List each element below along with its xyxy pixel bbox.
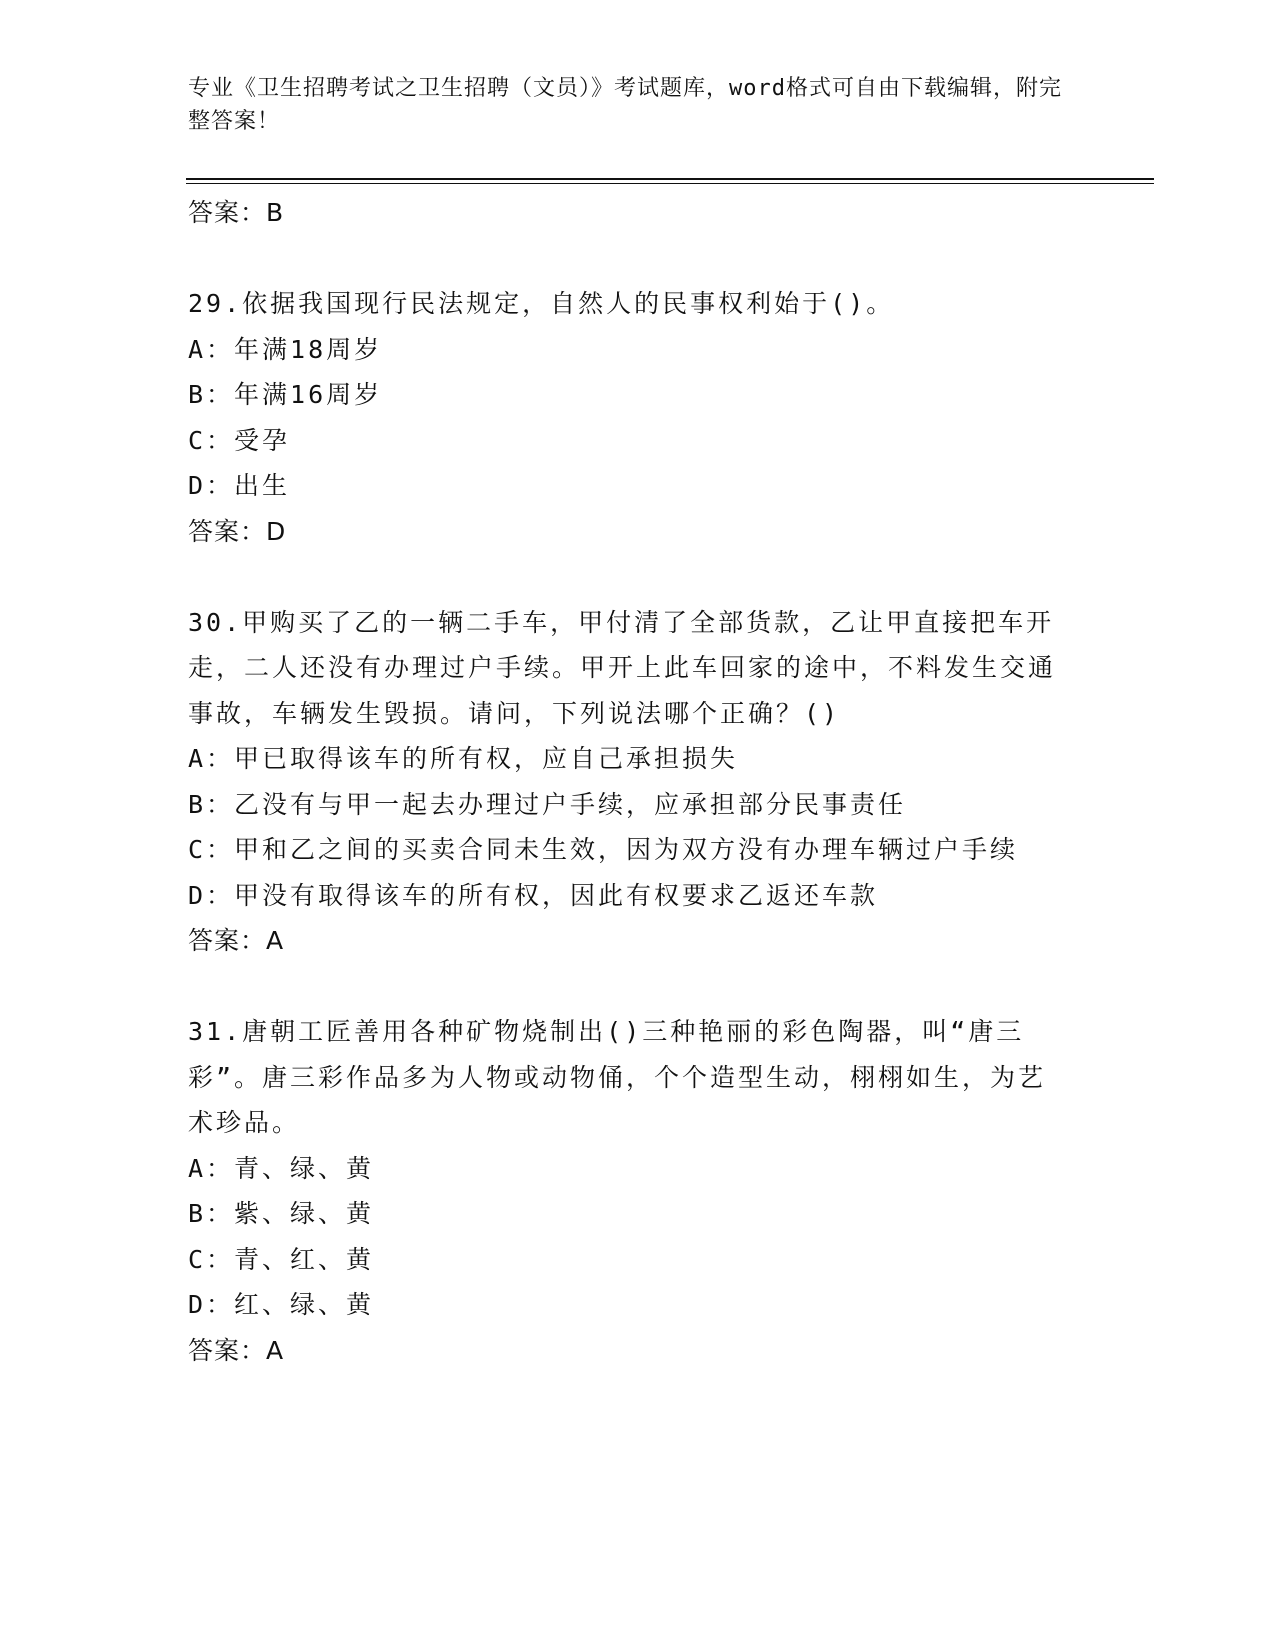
question-stem: 31.唐朝工匠善用各种矿物烧制出()三种艳丽的彩色陶器，叫“唐三彩”。唐三彩作品多为人物或动物俑，个个造型生动，栩栩如生，为艺术珍品。 <box>188 1017 1047 1137</box>
question-block <box>188 281 1088 554</box>
option-d: D：甲没有取得该车的所有权，因此有权要求乙返还车款 <box>188 880 879 910</box>
question-stem: 29.依据我国现行民法规定，自然人的民事权利始于()。 <box>188 289 895 318</box>
question-stem: 30.甲购买了乙的一辆二手车，甲付清了全部货款，乙让甲直接把车开走，二人还没有办理过户手续。甲开上此车回家的途中，不料发生交通事故，车辆发生毁损。请问，下列说法哪个正确？() <box>188 607 1057 728</box>
option-d: D：出生 <box>188 471 291 500</box>
option-d: D：红、绿、黄 <box>188 1290 375 1319</box>
spacer <box>188 235 1088 281</box>
option-b: B：乙没有与甲一起去办理过户手续，应承担部分民事责任 <box>188 789 907 819</box>
answer-line: 答案：A <box>188 1335 285 1365</box>
option-b: B：年满16周岁 <box>188 380 383 409</box>
question-block <box>188 1009 1088 1373</box>
spacer <box>188 554 1088 600</box>
option-c: C：甲和乙之间的买卖合同未生效，因为双方没有办理车辆过户手续 <box>188 835 1019 864</box>
option-c: C：青、红、黄 <box>188 1244 375 1274</box>
document-body <box>188 190 1088 1373</box>
header-rule-thick <box>186 178 1154 180</box>
option-a: A：青、绿、黄 <box>188 1153 375 1183</box>
document-header: 专业《卫生招聘考试之卫生招聘（文员）》考试题库，word格式可自由下载编辑，附完整答案！ <box>188 76 1062 134</box>
option-a: A：甲已取得该车的所有权，应自己承担损失 <box>188 744 739 773</box>
option-b: B：紫、绿、黄 <box>188 1199 375 1228</box>
answer-line: 答案：B <box>188 198 285 227</box>
option-a: A：年满18周岁 <box>188 334 383 364</box>
answer-line: 答案：D <box>188 516 287 546</box>
option-c: C：受孕 <box>188 425 291 455</box>
spacer <box>188 963 1088 1009</box>
header-rule-thin <box>186 183 1154 184</box>
question-block <box>188 600 1088 964</box>
answer-line: 答案：A <box>188 926 285 955</box>
